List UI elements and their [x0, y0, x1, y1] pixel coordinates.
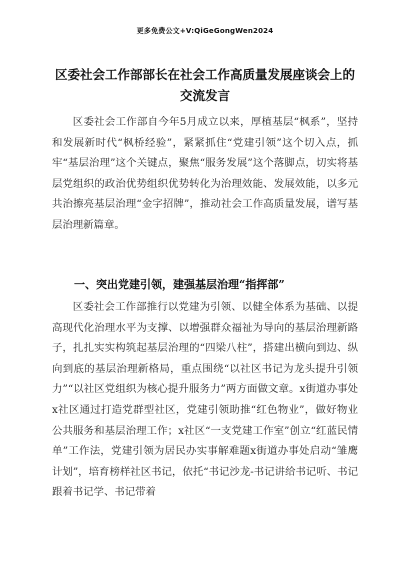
- section-1-paragraph: 区委社会工作部推行以党建为引领、以健全体系为基础、以提高现代化治理水平为支撑、以增强群众福祉为导向的基层治理新路子，扎扎实实构筑起基层治理的“四梁八柱”，搭建出横向到边、纵向到底的基层治理新格局，重点围绕“以社区书记为龙头提升引领力”“以社区党组织为核心提升服务力”两方面做文章。x街道办事处x社区通过打造党群型社区，党建引领助推“红色物业”，做好物业公共服务和基层治理工作；x社区“一支党建工作室”创立“红蓝民情单”工作法，党建引领为居民办实事解难题x街道办事处启动“雏鹰计划”，培育榜样社区书记，依托“书记沙龙-书记讲给书记听、书记跟着书记学、书记带着: [52, 301, 358, 499]
- watermark-text: 更多免费公文+V:QiGeGongWen2024: [136, 27, 274, 35]
- intro-paragraph: 区委社会工作部自今年5月成立以来，厚植基层“枫系”，坚持和发展新时代“枫桥经验”，紧紧抓住“党建引领”这个切入点，抓牢“基层治理”这个关键点，聚焦“服务发展”这个落脚点，切实将基层党组织的政治优势组织优势转化为治理效能、发展效能，以多元共治擦亮基层治理“金字招牌”，推动社会工作高质量发展，谱写基层治理新篇章。: [52, 116, 358, 231]
- document-title: 区委社会工作部部长在社会工作高质量发展座谈会上的交流发言: [54, 67, 355, 103]
- section-heading-1: 一、突出党建引领，建强基层治理“指挥部”: [74, 278, 285, 291]
